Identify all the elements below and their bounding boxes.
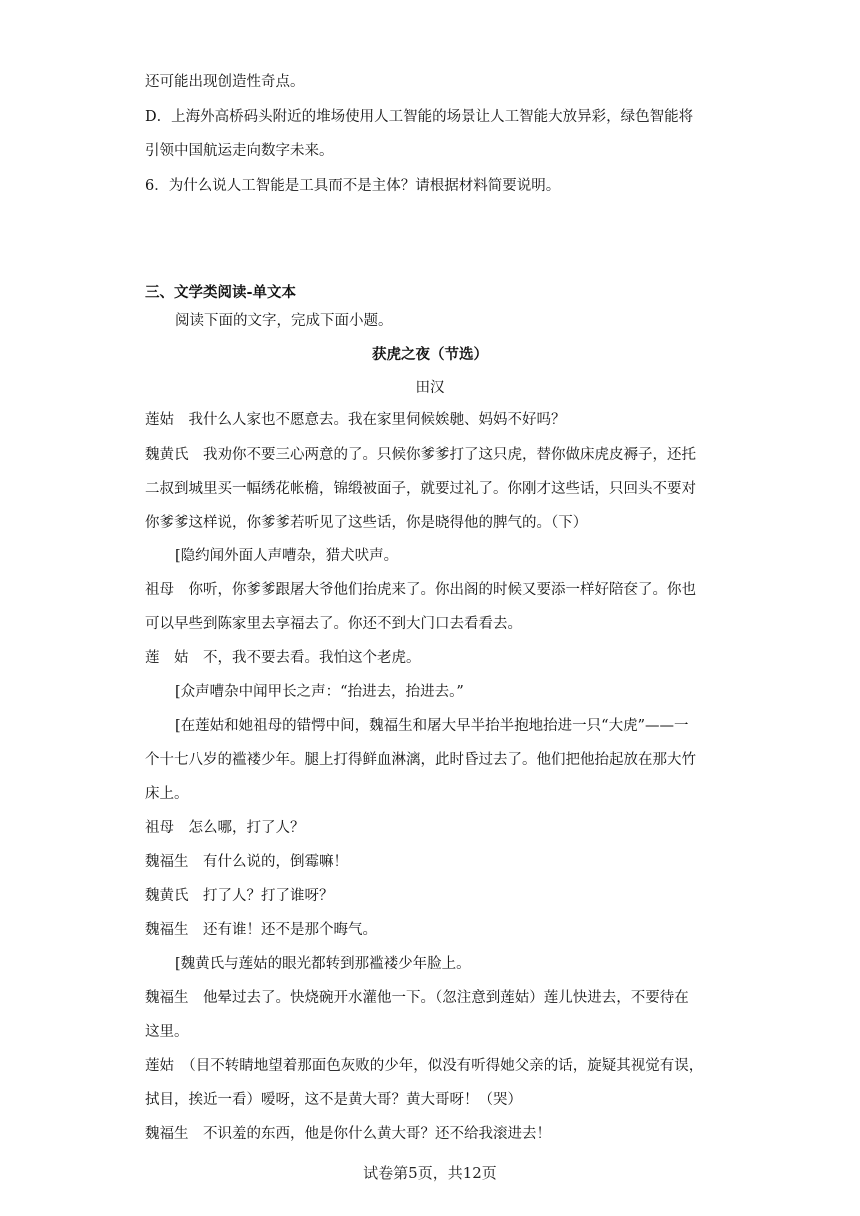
passage-title: 获虎之夜（节选） [372,346,488,363]
option-d-line-1: D．上海外高桥码头附近的堆场使用人工智能的场景让人工智能大放异彩，绿色智能将 [145,109,694,125]
section-heading: 三、文学类阅读-单文本 [145,284,297,301]
passage-line: 床上。 [145,786,189,802]
passage-line: 个十七八岁的褴褛少年。腿上打得鲜血淋漓，此时昏过去了。他们把他抬起放在那大竹 [145,752,696,768]
question-6: 6．为什么说人工智能是工具而不是主体？请根据材料简要说明。 [145,178,561,194]
passage-line: 祖母 你听，你爹爹跟屠大爷他们抬虎来了。你出阁的时候又要添一样好陪奁了。你也 [145,582,696,598]
stage-direction: [众声嘈杂中闻甲长之声：“抬进去，抬进去。” [175,684,464,700]
page-footer: 试卷第5页，共12页 [363,1164,497,1182]
passage-line: 魏福生 有什么说的，倒霉嘛！ [145,854,348,870]
passage-line: 祖母 怎么哪，打了人？ [145,820,305,836]
question-line-1: 还可能出现创造性奇点。 [145,74,305,90]
passage-line: 二叔到城里买一幅绣花帐檐，锦缎被面子，就要过礼了。你刚才这些话，只回头不要对 [145,481,696,497]
passage-line: 可以早些到陈家里去享福去了。你还不到大门口去看看去。 [145,616,522,632]
section-instruction: 阅读下面的文字，完成下面小题。 [175,313,393,329]
passage-line: 莲姑 （目不转睛地望着那面色灰败的少年，似没有听得她父亲的话，旋疑其视觉有误， [145,1058,704,1074]
passage-author: 田汉 [415,380,445,396]
passage-line: 莲姑 我什么人家也不愿意去。我在家里伺候娭毑、妈妈不好吗？ [145,412,566,428]
stage-direction: [魏黄氏与莲姑的眼光都转到那褴褛少年脸上。 [175,956,471,972]
passage-line: 魏黄氏 打了人？打了谁呀？ [145,888,334,904]
passage-line: 魏福生 不识羞的东西，他是你什么黄大哥？还不给我滚进去！ [145,1126,551,1142]
passage-line: 你爹爹这样说，你爹爹若听见了这些话，你是晓得他的脾气的。（下） [145,515,588,531]
passage-line: 拭目，挨近一看）嗳呀，这不是黄大哥？黄大哥呀！（哭） [145,1092,522,1108]
passage-line: 莲 姑 不，我不要去看。我怕这个老虎。 [145,650,421,666]
passage-line: 魏福生 还有谁！还不是那个晦气。 [145,922,377,938]
passage-line: 魏黄氏 我劝你不要三心两意的了。只候你爹爹打了这只虎，替你做床虎皮褥子，还托 [145,447,696,463]
stage-direction: [隐约闻外面人声嘈杂，猎犬吠声。 [175,548,399,564]
passage-line: 魏福生 他晕过去了。快烧碗开水灌他一下。（忽注意到莲姑）莲儿快进去，不要待在 [145,990,689,1006]
option-d-line-2: 引领中国航运走向数字未来。 [145,143,334,159]
passage-line: 这里。 [145,1024,189,1040]
stage-direction: [在莲姑和她祖母的错愕中间，魏福生和屠大早半抬半抱地抬进一只“大虎”——一 [175,718,689,734]
